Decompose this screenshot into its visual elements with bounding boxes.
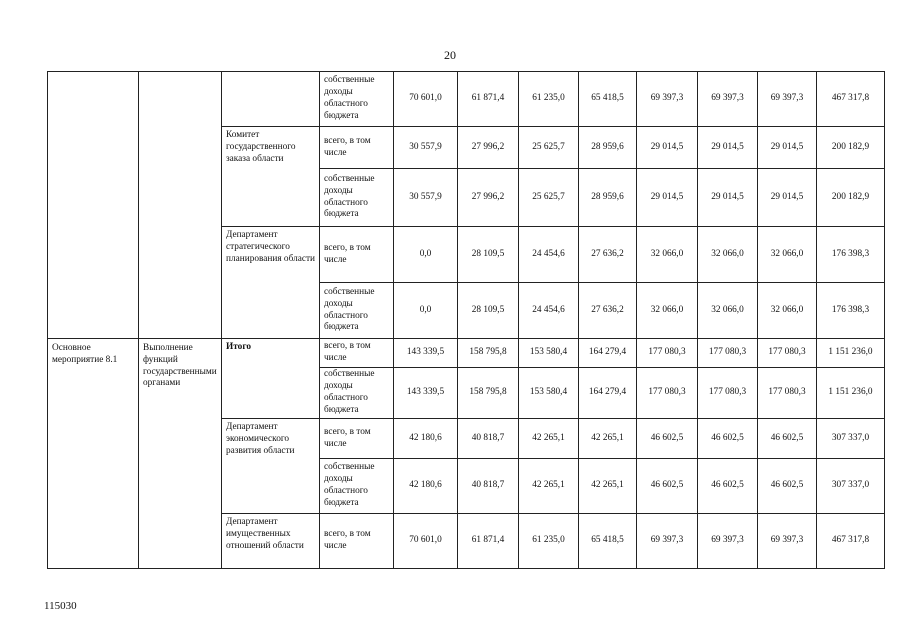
value-cell: 164 279,4 — [579, 368, 637, 419]
description-cell: Выполнение функций государственными органами — [139, 339, 222, 569]
value-cell: 158 795,8 — [458, 339, 519, 368]
value-cell: 25 625,7 — [519, 127, 579, 169]
value-cell: 42 265,1 — [579, 459, 637, 514]
value-cell: 28 959,6 — [579, 127, 637, 169]
value-cell: 32 066,0 — [758, 283, 817, 339]
value-cell: 153 580,4 — [519, 368, 579, 419]
value-cell: 65 418,5 — [579, 514, 637, 569]
value-cell: 42 180,6 — [394, 459, 458, 514]
document-code: 115030 — [44, 600, 77, 612]
value-cell: 200 182,9 — [817, 127, 885, 169]
value-cell: 0,0 — [394, 227, 458, 283]
value-cell: 307 337,0 — [817, 459, 885, 514]
value-cell: 467 317,8 — [817, 514, 885, 569]
value-cell: 61 871,4 — [458, 72, 519, 127]
value-cell: 28 109,5 — [458, 227, 519, 283]
value-cell: 46 602,5 — [758, 459, 817, 514]
row-type-cell: собственные доходы областного бюджета — [320, 459, 394, 514]
table-row — [48, 72, 885, 127]
value-cell: 0,0 — [394, 283, 458, 339]
org-cell: Комитет государственного заказа области — [222, 127, 320, 227]
value-cell: 29 014,5 — [637, 169, 698, 227]
value-cell: 69 397,3 — [758, 72, 817, 127]
org-cell: Департамент имущественных отношений области — [222, 514, 320, 569]
value-cell: 61 235,0 — [519, 514, 579, 569]
row-type-cell: всего, в том числе — [320, 339, 394, 368]
value-cell: 69 397,3 — [637, 72, 698, 127]
row-type-cell: собственные доходы областного бюджета — [320, 283, 394, 339]
value-cell: 69 397,3 — [698, 514, 758, 569]
value-cell: 29 014,5 — [758, 169, 817, 227]
row-type-cell: всего, в том числе — [320, 227, 394, 283]
row-type-cell: всего, в том числе — [320, 127, 394, 169]
value-cell: 164 279,4 — [579, 339, 637, 368]
value-cell: 32 066,0 — [637, 283, 698, 339]
description-cell — [139, 72, 222, 339]
value-cell: 70 601,0 — [394, 514, 458, 569]
value-cell: 70 601,0 — [394, 72, 458, 127]
row-type-cell: всего, в том числе — [320, 514, 394, 569]
value-cell: 69 397,3 — [637, 514, 698, 569]
measure-cell — [48, 72, 139, 339]
value-cell: 27 636,2 — [579, 227, 637, 283]
value-cell: 32 066,0 — [698, 283, 758, 339]
value-cell: 467 317,8 — [817, 72, 885, 127]
value-cell: 158 795,8 — [458, 368, 519, 419]
value-cell: 176 398,3 — [817, 227, 885, 283]
value-cell: 30 557,9 — [394, 127, 458, 169]
value-cell: 24 454,6 — [519, 227, 579, 283]
value-cell: 28 959,6 — [579, 169, 637, 227]
value-cell: 177 080,3 — [698, 368, 758, 419]
total-label: Итого — [222, 339, 320, 419]
value-cell: 307 337,0 — [817, 419, 885, 459]
row-type-cell: собственные доходы областного бюджета — [320, 368, 394, 419]
value-cell: 27 996,2 — [458, 127, 519, 169]
value-cell: 46 602,5 — [758, 419, 817, 459]
value-cell: 25 625,7 — [519, 169, 579, 227]
value-cell: 69 397,3 — [758, 514, 817, 569]
value-cell: 32 066,0 — [698, 227, 758, 283]
value-cell: 42 180,6 — [394, 419, 458, 459]
value-cell: 24 454,6 — [519, 283, 579, 339]
value-cell: 65 418,5 — [579, 72, 637, 127]
page-number: 20 — [444, 48, 456, 62]
org-cell — [222, 72, 320, 127]
value-cell: 61 235,0 — [519, 72, 579, 127]
value-cell: 29 014,5 — [637, 127, 698, 169]
value-cell: 1 151 236,0 — [817, 339, 885, 368]
value-cell: 177 080,3 — [637, 368, 698, 419]
value-cell: 42 265,1 — [519, 459, 579, 514]
value-cell: 42 265,1 — [519, 419, 579, 459]
value-cell: 42 265,1 — [579, 419, 637, 459]
value-cell: 29 014,5 — [698, 127, 758, 169]
row-type-cell: собственные доходы областного бюджета — [320, 72, 394, 127]
row-type-cell: всего, в том числе — [320, 419, 394, 459]
org-cell: Департамент экономического развития области — [222, 419, 320, 514]
value-cell: 29 014,5 — [758, 127, 817, 169]
value-cell: 177 080,3 — [637, 339, 698, 368]
value-cell: 176 398,3 — [817, 283, 885, 339]
value-cell: 143 339,5 — [394, 339, 458, 368]
org-cell: Департамент стратегического планирования области — [222, 227, 320, 339]
value-cell: 27 996,2 — [458, 169, 519, 227]
value-cell: 61 871,4 — [458, 514, 519, 569]
value-cell: 143 339,5 — [394, 368, 458, 419]
value-cell: 46 602,5 — [698, 419, 758, 459]
value-cell: 32 066,0 — [758, 227, 817, 283]
value-cell: 46 602,5 — [637, 459, 698, 514]
value-cell: 46 602,5 — [698, 459, 758, 514]
value-cell: 29 014,5 — [698, 169, 758, 227]
value-cell: 30 557,9 — [394, 169, 458, 227]
budget-table — [47, 71, 885, 569]
row-type-cell: собственные доходы областного бюджета — [320, 169, 394, 227]
value-cell: 28 109,5 — [458, 283, 519, 339]
table-row — [48, 339, 885, 368]
value-cell: 177 080,3 — [698, 339, 758, 368]
value-cell: 153 580,4 — [519, 339, 579, 368]
measure-cell: Основное мероприятие 8.1 — [48, 339, 139, 569]
value-cell: 32 066,0 — [637, 227, 698, 283]
value-cell: 40 818,7 — [458, 419, 519, 459]
value-cell: 40 818,7 — [458, 459, 519, 514]
value-cell: 69 397,3 — [698, 72, 758, 127]
value-cell: 177 080,3 — [758, 339, 817, 368]
value-cell: 1 151 236,0 — [817, 368, 885, 419]
value-cell: 200 182,9 — [817, 169, 885, 227]
value-cell: 177 080,3 — [758, 368, 817, 419]
value-cell: 46 602,5 — [637, 419, 698, 459]
value-cell: 27 636,2 — [579, 283, 637, 339]
